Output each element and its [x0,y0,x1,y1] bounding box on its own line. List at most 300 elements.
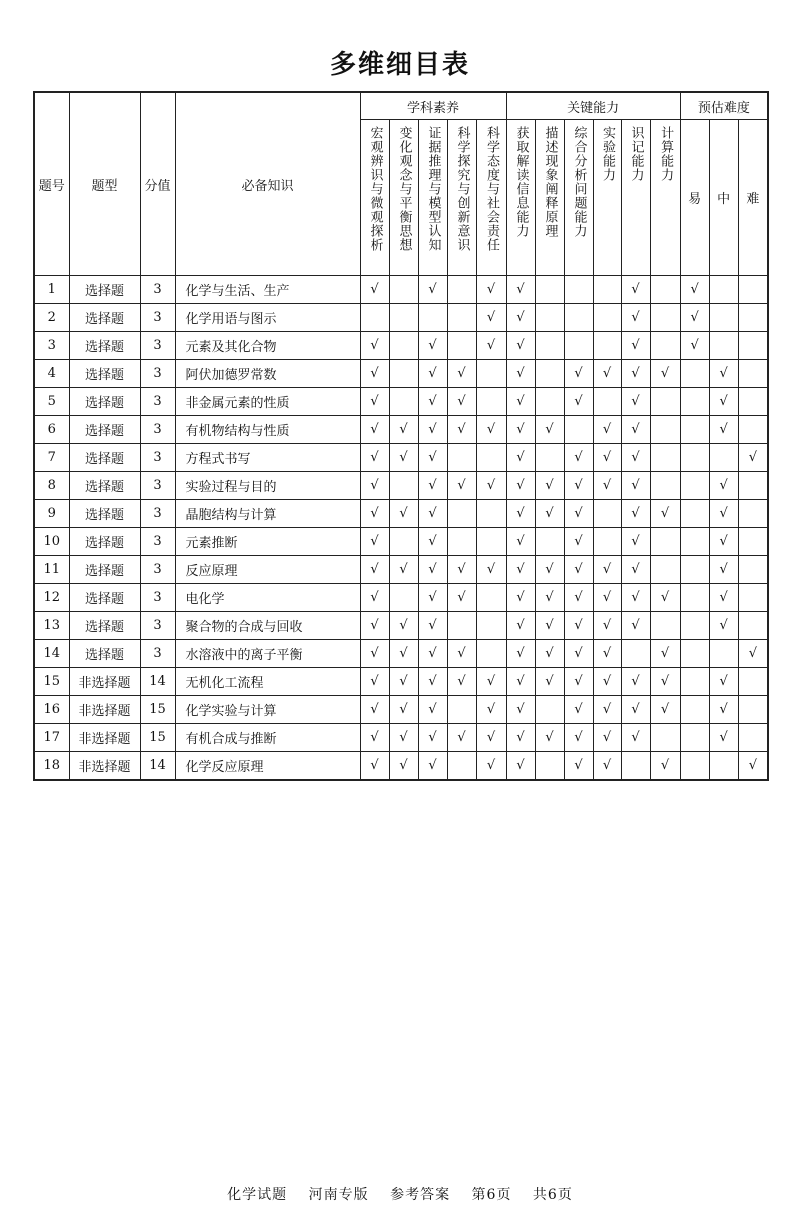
cell-literacy-4-checked: √ [476,668,506,696]
cell-difficulty-2 [738,696,768,724]
cell-difficulty-1-checked: √ [709,500,738,528]
cell-ability-0-checked: √ [506,500,535,528]
cell-literacy-1-checked: √ [389,752,418,781]
cell-difficulty-0 [680,472,709,500]
cell-ability-5 [650,444,680,472]
cell-ability-1-checked: √ [535,556,564,584]
cell-score: 14 [140,668,175,696]
cell-ability-1 [535,360,564,388]
cell-no: 11 [34,556,69,584]
cell-difficulty-1-checked: √ [709,360,738,388]
cell-literacy-4-checked: √ [476,472,506,500]
cell-difficulty-0 [680,444,709,472]
cell-difficulty-1 [709,332,738,360]
cell-difficulty-2 [738,388,768,416]
cell-literacy-4 [476,640,506,668]
cell-ability-3-checked: √ [593,752,621,781]
cell-ability-1 [535,528,564,556]
cell-literacy-1 [389,528,418,556]
cell-ability-3-checked: √ [593,360,621,388]
cell-knowledge: 有机合成与推断 [175,724,360,752]
cell-ability-4-checked: √ [621,304,650,332]
cell-difficulty-0 [680,416,709,444]
cell-difficulty-2 [738,612,768,640]
cell-literacy-1-checked: √ [389,724,418,752]
cell-ability-1 [535,388,564,416]
header-group-literacy: 学科素养 [360,92,506,120]
header-group-ability: 关键能力 [506,92,680,120]
cell-ability-4-checked: √ [621,696,650,724]
cell-knowledge: 水溶液中的离子平衡 [175,640,360,668]
header-literacy-1 [389,120,418,276]
cell-knowledge: 化学与生活、生产 [175,276,360,304]
cell-score: 3 [140,416,175,444]
cell-ability-2 [564,332,593,360]
cell-ability-4-checked: √ [621,528,650,556]
cell-difficulty-2-checked: √ [738,444,768,472]
cell-ability-1 [535,696,564,724]
cell-ability-3-checked: √ [593,640,621,668]
cell-literacy-4-checked: √ [476,724,506,752]
cell-literacy-0-checked: √ [360,388,389,416]
cell-ability-5 [650,724,680,752]
cell-ability-3-checked: √ [593,444,621,472]
cell-difficulty-0 [680,668,709,696]
header-ability-5-label: 计算能力 [658,125,674,182]
cell-knowledge: 有机物结构与性质 [175,416,360,444]
cell-difficulty-2 [738,668,768,696]
cell-ability-4 [621,640,650,668]
cell-literacy-2-checked: √ [418,724,447,752]
cell-literacy-4 [476,500,506,528]
cell-literacy-4-checked: √ [476,304,506,332]
cell-literacy-3-checked: √ [447,556,476,584]
cell-no: 10 [34,528,69,556]
cell-knowledge: 元素及其化合物 [175,332,360,360]
header-type: 题型 [69,92,140,276]
cell-difficulty-0 [680,696,709,724]
cell-difficulty-2 [738,584,768,612]
header-ability-2 [564,120,593,276]
cell-ability-0-checked: √ [506,388,535,416]
cell-score: 15 [140,724,175,752]
cell-ability-5 [650,556,680,584]
cell-ability-1 [535,276,564,304]
cell-ability-3-checked: √ [593,668,621,696]
cell-difficulty-2 [738,304,768,332]
cell-literacy-1-checked: √ [389,668,418,696]
cell-literacy-3-checked: √ [447,668,476,696]
header-no: 题号 [34,92,69,276]
cell-ability-5-checked: √ [650,696,680,724]
cell-no: 5 [34,388,69,416]
cell-ability-0-checked: √ [506,472,535,500]
cell-literacy-0-checked: √ [360,444,389,472]
cell-difficulty-0-checked: √ [680,276,709,304]
cell-ability-0-checked: √ [506,304,535,332]
header-literacy-4-label: 科学态度与社会责任 [484,125,500,252]
cell-ability-3 [593,388,621,416]
header-score: 分值 [140,92,175,276]
cell-no: 9 [34,500,69,528]
cell-type: 非选择题 [69,752,140,781]
table-row [34,584,768,612]
cell-literacy-2-checked: √ [418,668,447,696]
cell-literacy-0-checked: √ [360,752,389,781]
cell-ability-0-checked: √ [506,724,535,752]
cell-ability-4-checked: √ [621,332,650,360]
cell-no: 8 [34,472,69,500]
cell-ability-1-checked: √ [535,640,564,668]
cell-literacy-0-checked: √ [360,276,389,304]
cell-ability-1 [535,444,564,472]
cell-knowledge: 实验过程与目的 [175,472,360,500]
cell-knowledge: 非金属元素的性质 [175,388,360,416]
header-ability-5 [650,120,680,276]
cell-difficulty-1-checked: √ [709,668,738,696]
cell-type: 选择题 [69,472,140,500]
cell-difficulty-2 [738,360,768,388]
cell-ability-4-checked: √ [621,668,650,696]
cell-ability-5-checked: √ [650,640,680,668]
cell-ability-2-checked: √ [564,752,593,781]
cell-score: 3 [140,304,175,332]
cell-type: 选择题 [69,360,140,388]
cell-no: 6 [34,416,69,444]
cell-no: 1 [34,276,69,304]
cell-literacy-0-checked: √ [360,332,389,360]
cell-ability-0-checked: √ [506,696,535,724]
cell-ability-2-checked: √ [564,640,593,668]
cell-ability-4-checked: √ [621,472,650,500]
cell-ability-2 [564,304,593,332]
cell-type: 选择题 [69,500,140,528]
cell-ability-1-checked: √ [535,612,564,640]
cell-literacy-4 [476,388,506,416]
cell-type: 选择题 [69,332,140,360]
cell-literacy-2-checked: √ [418,556,447,584]
cell-literacy-1 [389,388,418,416]
header-ability-1 [535,120,564,276]
table-row [34,304,768,332]
cell-ability-4-checked: √ [621,724,650,752]
cell-literacy-3 [447,528,476,556]
header-ability-2-label: 综合分析问题能力 [571,125,587,238]
cell-literacy-1 [389,584,418,612]
cell-ability-4-checked: √ [621,556,650,584]
cell-literacy-2-checked: √ [418,696,447,724]
header-literacy-1-label: 变化观念与平衡思想 [396,125,412,252]
table-row [34,276,768,304]
cell-score: 3 [140,332,175,360]
cell-ability-4-checked: √ [621,416,650,444]
cell-ability-2-checked: √ [564,472,593,500]
cell-difficulty-2-checked: √ [738,752,768,781]
cell-ability-3 [593,332,621,360]
cell-ability-2-checked: √ [564,388,593,416]
table-row [34,500,768,528]
cell-literacy-4 [476,444,506,472]
cell-no: 3 [34,332,69,360]
cell-difficulty-0 [680,500,709,528]
table-row [34,416,768,444]
cell-type: 选择题 [69,584,140,612]
cell-score: 3 [140,444,175,472]
cell-literacy-2 [418,304,447,332]
cell-literacy-2-checked: √ [418,360,447,388]
header-literacy-2-label: 证据推理与模型认知 [425,125,441,252]
cell-ability-3 [593,304,621,332]
cell-literacy-0-checked: √ [360,584,389,612]
cell-ability-3-checked: √ [593,472,621,500]
cell-literacy-0-checked: √ [360,416,389,444]
cell-ability-0-checked: √ [506,528,535,556]
cell-ability-5 [650,332,680,360]
cell-no: 14 [34,640,69,668]
cell-literacy-1 [389,332,418,360]
cell-literacy-2-checked: √ [418,752,447,781]
cell-ability-2-checked: √ [564,528,593,556]
cell-ability-1 [535,752,564,781]
cell-ability-5-checked: √ [650,752,680,781]
cell-ability-4-checked: √ [621,584,650,612]
cell-literacy-2-checked: √ [418,388,447,416]
header-literacy-4 [476,120,506,276]
cell-difficulty-2 [738,724,768,752]
cell-type: 选择题 [69,640,140,668]
cell-literacy-3 [447,444,476,472]
cell-difficulty-0 [680,612,709,640]
table-row [34,444,768,472]
cell-type: 非选择题 [69,668,140,696]
cell-score: 3 [140,500,175,528]
cell-literacy-3-checked: √ [447,472,476,500]
header-literacy-2 [418,120,447,276]
cell-ability-1-checked: √ [535,668,564,696]
cell-type: 选择题 [69,528,140,556]
table-row [34,388,768,416]
cell-knowledge: 电化学 [175,584,360,612]
cell-difficulty-1-checked: √ [709,416,738,444]
cell-ability-4-checked: √ [621,444,650,472]
cell-ability-3 [593,276,621,304]
table-row [34,752,768,781]
cell-difficulty-0 [680,360,709,388]
cell-ability-3-checked: √ [593,696,621,724]
cell-difficulty-1-checked: √ [709,472,738,500]
cell-literacy-2-checked: √ [418,528,447,556]
cell-difficulty-1-checked: √ [709,612,738,640]
cell-literacy-1-checked: √ [389,444,418,472]
cell-difficulty-0 [680,724,709,752]
cell-ability-2-checked: √ [564,500,593,528]
cell-literacy-2-checked: √ [418,472,447,500]
cell-literacy-0-checked: √ [360,360,389,388]
cell-no: 7 [34,444,69,472]
page-title: 多维细目表 [329,50,470,80]
cell-literacy-3 [447,304,476,332]
table-row [34,332,768,360]
cell-literacy-3-checked: √ [447,584,476,612]
cell-ability-3-checked: √ [593,556,621,584]
cell-difficulty-1 [709,752,738,781]
cell-literacy-1-checked: √ [389,500,418,528]
cell-no: 2 [34,304,69,332]
footer-page: 第6页 [471,1187,512,1203]
cell-literacy-3-checked: √ [447,640,476,668]
cell-knowledge: 方程式书写 [175,444,360,472]
table-row [34,528,768,556]
table-row [34,640,768,668]
cell-difficulty-1 [709,444,738,472]
cell-literacy-2-checked: √ [418,444,447,472]
cell-type: 选择题 [69,556,140,584]
cell-ability-2 [564,276,593,304]
cell-ability-3-checked: √ [593,416,621,444]
cell-literacy-3 [447,500,476,528]
cell-difficulty-1 [709,276,738,304]
cell-ability-2-checked: √ [564,612,593,640]
header-ability-4-label: 识记能力 [628,125,644,182]
cell-difficulty-1-checked: √ [709,528,738,556]
cell-literacy-4 [476,612,506,640]
cell-ability-0-checked: √ [506,668,535,696]
footer-subject: 化学试题 [227,1187,288,1203]
cell-knowledge: 化学实验与计算 [175,696,360,724]
cell-no: 13 [34,612,69,640]
cell-difficulty-2 [738,528,768,556]
cell-ability-5 [650,612,680,640]
cell-score: 3 [140,528,175,556]
cell-literacy-4 [476,528,506,556]
cell-literacy-4-checked: √ [476,752,506,781]
cell-type: 选择题 [69,416,140,444]
cell-score: 3 [140,640,175,668]
cell-literacy-1-checked: √ [389,416,418,444]
cell-ability-2-checked: √ [564,556,593,584]
table-row [34,696,768,724]
cell-difficulty-0 [680,640,709,668]
cell-difficulty-1-checked: √ [709,724,738,752]
header-knowledge: 必备知识 [175,92,360,276]
cell-difficulty-1-checked: √ [709,388,738,416]
cell-literacy-0-checked: √ [360,528,389,556]
cell-literacy-1 [389,276,418,304]
cell-literacy-0-checked: √ [360,472,389,500]
cell-ability-2-checked: √ [564,444,593,472]
cell-score: 3 [140,388,175,416]
cell-literacy-0 [360,304,389,332]
cell-difficulty-1 [709,640,738,668]
cell-ability-5 [650,528,680,556]
cell-ability-2-checked: √ [564,360,593,388]
cell-difficulty-2 [738,472,768,500]
header-difficulty-1: 中 [709,120,738,276]
cell-literacy-1-checked: √ [389,556,418,584]
cell-difficulty-2 [738,332,768,360]
cell-literacy-0-checked: √ [360,556,389,584]
cell-literacy-0-checked: √ [360,500,389,528]
cell-literacy-0-checked: √ [360,724,389,752]
cell-literacy-2-checked: √ [418,584,447,612]
cell-difficulty-1 [709,304,738,332]
cell-ability-5 [650,416,680,444]
cell-literacy-4-checked: √ [476,332,506,360]
cell-literacy-2-checked: √ [418,276,447,304]
cell-ability-4-checked: √ [621,388,650,416]
cell-ability-0-checked: √ [506,332,535,360]
cell-literacy-3 [447,276,476,304]
header-difficulty-0: 易 [680,120,709,276]
cell-literacy-1 [389,472,418,500]
cell-ability-1-checked: √ [535,584,564,612]
table-row [34,360,768,388]
cell-literacy-1-checked: √ [389,696,418,724]
table-body [34,276,768,781]
cell-no: 4 [34,360,69,388]
cell-literacy-3 [447,332,476,360]
cell-ability-0-checked: √ [506,752,535,781]
cell-literacy-1-checked: √ [389,612,418,640]
cell-ability-0-checked: √ [506,556,535,584]
header-group-difficulty: 预估难度 [680,92,768,120]
table-row [34,724,768,752]
cell-literacy-0-checked: √ [360,696,389,724]
cell-ability-0-checked: √ [506,360,535,388]
cell-ability-2-checked: √ [564,668,593,696]
cell-knowledge: 化学用语与图示 [175,304,360,332]
cell-ability-5-checked: √ [650,584,680,612]
cell-difficulty-2 [738,416,768,444]
header-literacy-3-label: 科学探究与创新意识 [454,125,470,252]
table-row [34,556,768,584]
cell-literacy-4-checked: √ [476,276,506,304]
cell-ability-4-checked: √ [621,500,650,528]
cell-ability-0-checked: √ [506,276,535,304]
cell-ability-4-checked: √ [621,360,650,388]
cell-ability-1-checked: √ [535,472,564,500]
cell-ability-5-checked: √ [650,668,680,696]
cell-literacy-1-checked: √ [389,640,418,668]
cell-no: 16 [34,696,69,724]
cell-literacy-3-checked: √ [447,416,476,444]
cell-literacy-3 [447,752,476,781]
cell-difficulty-1-checked: √ [709,584,738,612]
cell-difficulty-2 [738,500,768,528]
cell-literacy-2-checked: √ [418,640,447,668]
table-row [34,472,768,500]
cell-score: 3 [140,360,175,388]
cell-type: 非选择题 [69,724,140,752]
cell-difficulty-0 [680,388,709,416]
cell-score: 3 [140,276,175,304]
cell-literacy-2-checked: √ [418,416,447,444]
header-literacy-0-label: 宏观辨识与微观探析 [367,125,383,252]
cell-literacy-3-checked: √ [447,388,476,416]
cell-ability-2-checked: √ [564,724,593,752]
cell-type: 非选择题 [69,696,140,724]
cell-score: 15 [140,696,175,724]
header-difficulty-2: 难 [738,120,768,276]
page-footer [0,1184,800,1204]
cell-difficulty-2-checked: √ [738,640,768,668]
cell-ability-3-checked: √ [593,584,621,612]
cell-literacy-4-checked: √ [476,696,506,724]
cell-literacy-4-checked: √ [476,416,506,444]
cell-ability-4-checked: √ [621,612,650,640]
cell-ability-1-checked: √ [535,416,564,444]
cell-type: 选择题 [69,612,140,640]
